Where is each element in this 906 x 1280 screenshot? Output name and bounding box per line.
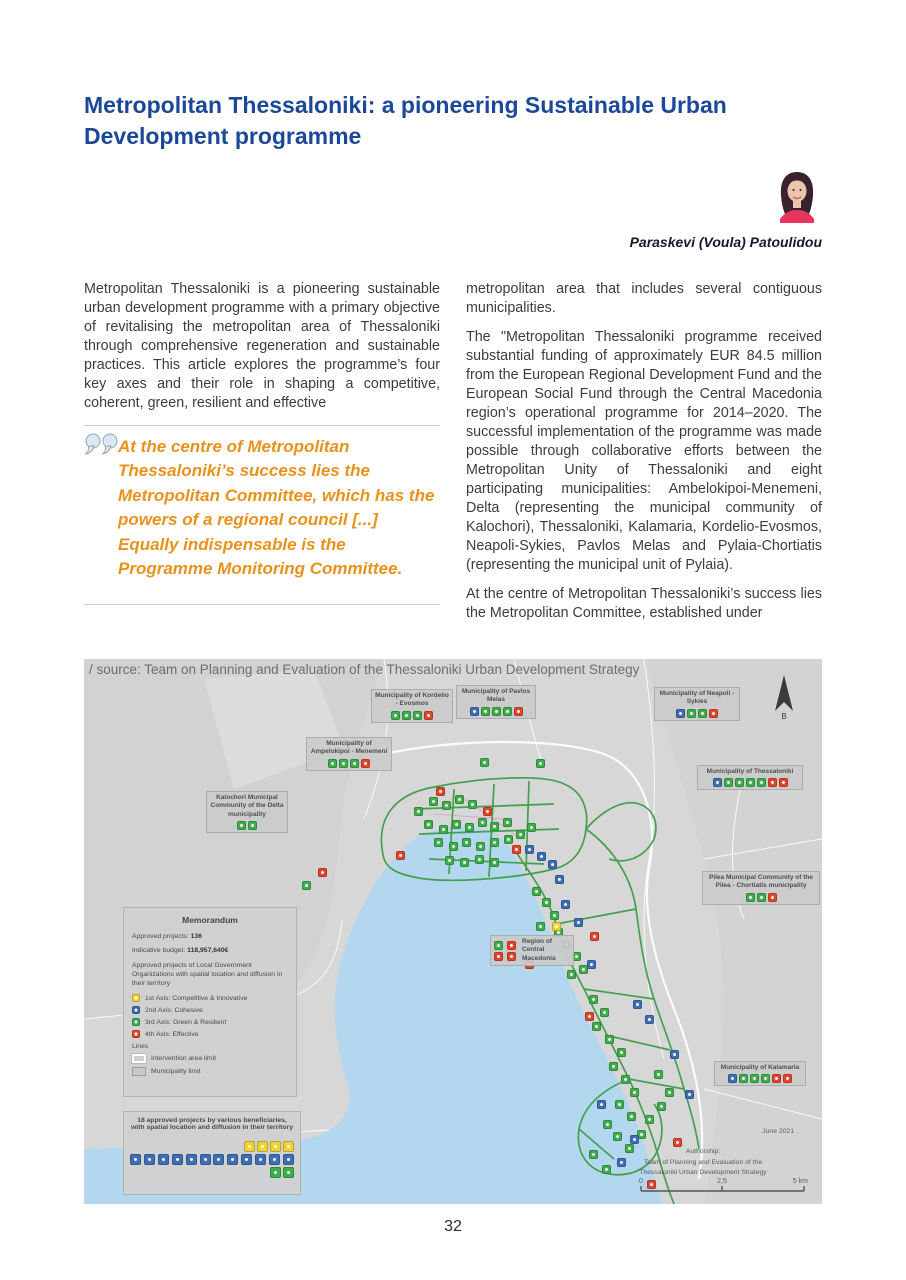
project-marker-icon [552, 922, 561, 931]
legend-axis-row [132, 1018, 288, 1026]
project-marker-icon [436, 787, 445, 796]
municipality-label-text: Pilea Municipal Community of the Pilea - Chortiatis municipality [708, 873, 813, 890]
axis-swatch-icon [132, 1018, 140, 1026]
project-marker-icon [645, 1015, 654, 1024]
axis-marker-icon [350, 759, 359, 768]
axis-marker-icon [424, 711, 433, 720]
project-marker-icon [567, 970, 576, 979]
axis-marker-icon [713, 778, 722, 787]
axis-marker-icon [494, 952, 503, 961]
beneficiary-marker-icon [130, 1154, 141, 1165]
beneficiaries-icon-row [130, 1167, 294, 1178]
project-marker-icon [615, 1100, 624, 1109]
beneficiary-marker-icon [270, 1167, 281, 1178]
project-marker-icon [605, 1035, 614, 1044]
legend-axis-label: 2nd Axis: Cohesive [145, 1006, 203, 1014]
page-number: 32 [444, 1218, 462, 1235]
map-credits [598, 1127, 808, 1178]
project-marker-icon [548, 860, 557, 869]
project-marker-icon [561, 900, 570, 909]
axis-marker-icon [514, 707, 523, 716]
project-marker-icon [555, 875, 564, 884]
project-marker-icon [589, 1150, 598, 1159]
axis-marker-icon [739, 1074, 748, 1083]
body-paragraph: The "Metropolitan Thessaloniki programme received substantial funding of approximately EUR 84.5 million from the European Regional Development Fund and the European Social Fund through the Central Macedonia region’s operational programme for 2014–2020. The successful implementation of the programme was made possible through collaborative efforts between the Metropolitan Unity of Thessaloniki and eight participating municipalities: Ambelokipoi-Menemeni, Delta (representing the municipal community of Kalochori), Thessaloniki, Kalamaria, Kordelio-Evosmos, Neapoli-Sykies, Pavlos Melas and Pylaia-Chortiatis (representing the municipal unit of Pylaia). [466, 328, 822, 573]
axis-marker-icon [413, 711, 422, 720]
map-municipality-label [306, 737, 392, 771]
authorship-line: Team of Planning and Evaluation of the [643, 1158, 763, 1166]
axis-marker-icon [709, 709, 718, 718]
beneficiaries-text: 18 approved projects by various beneficiaries, with spatial location and diffusion in their territory [130, 1116, 293, 1131]
legend-description: Approved projects of Local Government Organizations with spatial location and diffusion in their territory [132, 961, 283, 988]
project-marker-icon [600, 1008, 609, 1017]
project-marker-icon [512, 845, 521, 854]
axis-swatch-icon [132, 1006, 140, 1014]
legend-line-items [132, 1054, 288, 1076]
beneficiary-marker-icon [227, 1154, 238, 1165]
project-marker-icon [318, 868, 327, 877]
legend-line-label: Intervention area limit [151, 1055, 216, 1063]
beneficiaries-icon-row [130, 1154, 294, 1165]
axis-marker-icon [237, 821, 246, 830]
legend-axis-row [132, 1030, 288, 1038]
project-marker-icon [468, 800, 477, 809]
legend-lines-label: Lines [132, 1043, 149, 1051]
project-marker-icon [645, 1115, 654, 1124]
legend-title: Memorandum [182, 914, 238, 925]
project-marker-icon [434, 838, 443, 847]
body-paragraph: metropolitan area that includes several contiguous municipalities. [466, 280, 822, 316]
author-block [84, 168, 822, 250]
legend-axis-row [132, 994, 288, 1002]
map-municipality-label [490, 935, 574, 966]
pull-quote-block [84, 425, 440, 605]
figure-source-caption: / source: Team on Planning and Evaluation of the Thessaloniki Urban Development Strategy [89, 661, 640, 677]
project-marker-icon [476, 842, 485, 851]
svg-text:B: B [781, 711, 787, 721]
project-marker-icon [654, 1070, 663, 1079]
legend-budget: Indicative budget: 118,957,640€ [132, 946, 229, 954]
beneficiary-marker-icon [270, 1141, 281, 1152]
axis-marker-icon [402, 711, 411, 720]
axis-marker-icon [339, 759, 348, 768]
authorship-line: Thessaloniki Urban Development Strategy [639, 1168, 767, 1176]
municipality-label-text: Municipality of Kordelio - Evosmos [375, 691, 449, 708]
axis-marker-icon [746, 893, 755, 902]
map-figure [84, 659, 822, 1204]
project-marker-icon [542, 898, 551, 907]
project-marker-icon [449, 842, 458, 851]
axis-marker-icon [503, 707, 512, 716]
legend-axis-label: 3rd Axis: Green & Resilient [145, 1018, 227, 1026]
left-column [84, 280, 440, 633]
municipality-label-icons [460, 707, 532, 716]
project-marker-icon [460, 858, 469, 867]
municipality-label-icons [718, 1074, 802, 1083]
legend-axes [132, 994, 288, 1038]
intro-paragraph: Metropolitan Thessaloniki is a pioneering sustainable urban development programme with a primary objective of revitalising the metropolitan area of Thessaloniki through comprehensive regeneration and sustainable practices. This article explores the programme’s four key axes and their role in shaping a competitive, coherent, green, resilient and effective [84, 280, 440, 411]
project-marker-icon [590, 932, 599, 941]
axis-marker-icon [768, 778, 777, 787]
axis-marker-icon [768, 893, 777, 902]
municipality-label-icons [375, 711, 449, 720]
axis-marker-icon [698, 709, 707, 718]
axis-swatch-icon [132, 1030, 140, 1038]
axis-marker-icon [757, 893, 766, 902]
legend-line-label: Municipality limit [151, 1068, 201, 1076]
project-marker-icon [657, 1102, 666, 1111]
project-marker-icon [670, 1050, 679, 1059]
intervention-limit-swatch [132, 1054, 146, 1063]
project-marker-icon [627, 1112, 636, 1121]
beneficiary-marker-icon [269, 1154, 280, 1165]
pull-quote-body [84, 426, 440, 596]
right-column [466, 280, 822, 633]
project-marker-icon [483, 807, 492, 816]
beneficiary-marker-icon [241, 1154, 252, 1165]
svg-text:2,5: 2,5 [717, 1177, 727, 1185]
axis-marker-icon [328, 759, 337, 768]
axis-marker-icon [361, 759, 370, 768]
project-marker-icon [585, 1012, 594, 1021]
beneficiaries-icon-row [130, 1141, 294, 1152]
project-marker-icon [504, 835, 513, 844]
beneficiaries-icon-rows [130, 1141, 294, 1178]
beneficiary-marker-icon [186, 1154, 197, 1165]
article-columns [84, 280, 822, 633]
project-marker-icon [527, 823, 536, 832]
beneficiary-marker-icon [200, 1154, 211, 1165]
map-municipality-label [697, 765, 803, 790]
municipality-label-icons [706, 893, 816, 902]
project-marker-icon [503, 818, 512, 827]
authorship-line: Authorship: [685, 1148, 721, 1156]
body-paragraph: At the centre of Metropolitan Thessaloniki’s success lies the Metropolitan Committee, established under [466, 585, 822, 621]
axis-marker-icon [735, 778, 744, 787]
project-marker-icon [396, 851, 405, 860]
project-marker-icon [617, 1048, 626, 1057]
project-marker-icon [414, 807, 423, 816]
project-marker-icon [550, 911, 559, 920]
beneficiary-marker-icon [244, 1141, 255, 1152]
beneficiary-marker-icon [283, 1154, 294, 1165]
project-marker-icon [516, 830, 525, 839]
map-date: June 2021 [762, 1128, 794, 1136]
axis-marker-icon [687, 709, 696, 718]
project-marker-icon [609, 1062, 618, 1071]
axis-marker-icon [772, 1074, 781, 1083]
municipality-label-text: Municipality of Ampelokipoi - Menemeni [310, 739, 388, 756]
project-marker-icon [574, 918, 583, 927]
project-marker-icon [490, 858, 499, 867]
map-municipality-label [206, 791, 288, 833]
axis-marker-icon [728, 1074, 737, 1083]
svg-text:0: 0 [639, 1177, 643, 1185]
axis-marker-icon [248, 821, 257, 830]
axis-marker-icon [746, 778, 755, 787]
municipality-label-icons [310, 759, 388, 768]
pull-quote-text: At the centre of Metropolitan Thessaloniki’s success lies the Metropolitan Committee, which has the powers of a regional council [...] Equally indispensable is the Programme Monitoring Committee. [118, 436, 435, 579]
axis-marker-icon [391, 711, 400, 720]
axis-marker-icon [724, 778, 733, 787]
project-marker-icon [536, 922, 545, 931]
beneficiaries-box [123, 1111, 301, 1195]
map-municipality-label [714, 1061, 806, 1086]
axis-marker-icon [783, 1074, 792, 1083]
project-marker-icon [480, 758, 489, 767]
beneficiary-marker-icon [257, 1141, 268, 1152]
project-marker-icon [424, 820, 433, 829]
axis-marker-icon [481, 707, 490, 716]
project-marker-icon [439, 825, 448, 834]
legend-axis-label: 4th Axis: Effective [145, 1030, 199, 1038]
axis-marker-icon [470, 707, 479, 716]
legend-axis-label: 1st Axis: Competitive & Innovative [145, 994, 248, 1002]
municipality-label-icons [494, 941, 518, 961]
municipality-label-text: Municipality of Thessaloniki [706, 767, 794, 775]
municipality-label-text: Municipality of Neapoli - Sykies [659, 689, 735, 706]
project-marker-icon [452, 820, 461, 829]
project-marker-icon [592, 1022, 601, 1031]
beneficiary-marker-icon [255, 1154, 266, 1165]
author-name: Paraskevi (Voula) Patoulidou [629, 233, 822, 250]
axis-marker-icon [676, 709, 685, 718]
project-marker-icon [685, 1090, 694, 1099]
map-authorship [598, 1147, 808, 1178]
municipality-label-text: Kalochori Municipal Community of the Delta municipality [210, 793, 284, 818]
divider [84, 604, 440, 605]
axis-marker-icon [757, 778, 766, 787]
axis-marker-icon [779, 778, 788, 787]
beneficiary-marker-icon [283, 1141, 294, 1152]
project-marker-icon [587, 960, 596, 969]
beneficiary-marker-icon [213, 1154, 224, 1165]
beneficiary-marker-icon [158, 1154, 169, 1165]
author-portrait-image [772, 168, 822, 223]
project-marker-icon [490, 822, 499, 831]
municipality-label-icons [658, 709, 736, 718]
axis-swatch-icon [132, 994, 140, 1002]
project-marker-icon [525, 845, 534, 854]
project-marker-icon [465, 823, 474, 832]
axis-marker-icon [507, 952, 516, 961]
project-marker-icon [597, 1100, 606, 1109]
project-marker-icon [647, 1180, 656, 1189]
project-marker-icon [490, 838, 499, 847]
municipality-limit-swatch [132, 1067, 146, 1076]
legend-line-row [132, 1054, 288, 1063]
municipality-label-icons [701, 778, 799, 787]
project-marker-icon [429, 797, 438, 806]
legend-approved-projects: Approved projects: 136 [132, 932, 202, 940]
project-marker-icon [536, 759, 545, 768]
map-municipality-label [702, 871, 820, 905]
project-marker-icon [633, 1000, 642, 1009]
beneficiary-marker-icon [144, 1154, 155, 1165]
municipality-label-icons [210, 821, 284, 830]
project-marker-icon [445, 856, 454, 865]
page-title: Metropolitan Thessaloniki: a pioneering Sustainable Urban Development programme [84, 92, 727, 150]
municipality-label-text: Region of Central Macedonia [522, 937, 556, 962]
project-marker-icon [302, 881, 311, 890]
author-photo [772, 168, 822, 223]
map-legend [123, 907, 297, 1097]
map-municipality-label [371, 689, 453, 723]
legend-axis-row [132, 1006, 288, 1014]
beneficiary-marker-icon [283, 1167, 294, 1178]
project-marker-icon [665, 1088, 674, 1097]
content-area [84, 0, 822, 1204]
svg-text:5 km: 5 km [792, 1177, 808, 1185]
project-marker-icon [621, 1075, 630, 1084]
quotation-marks-icon [84, 433, 122, 461]
legend-line-row [132, 1067, 288, 1076]
project-marker-icon [475, 855, 484, 864]
axis-marker-icon [492, 707, 501, 716]
municipality-label-text: Municipality of Pavlos Melas [461, 687, 531, 704]
map-municipality-label [654, 687, 740, 721]
project-marker-icon [537, 852, 546, 861]
axis-marker-icon [507, 941, 516, 950]
axis-marker-icon [750, 1074, 759, 1083]
project-marker-icon [630, 1088, 639, 1097]
axis-marker-icon [494, 941, 503, 950]
project-marker-icon [442, 801, 451, 810]
project-marker-icon [478, 818, 487, 827]
project-marker-icon [462, 838, 471, 847]
municipality-label-text: Municipality of Kalamaria [720, 1063, 800, 1071]
project-marker-icon [532, 887, 541, 896]
axis-marker-icon [761, 1074, 770, 1083]
map-municipality-label [456, 685, 536, 719]
project-marker-icon [455, 795, 464, 804]
beneficiary-marker-icon [172, 1154, 183, 1165]
project-marker-icon [589, 995, 598, 1004]
